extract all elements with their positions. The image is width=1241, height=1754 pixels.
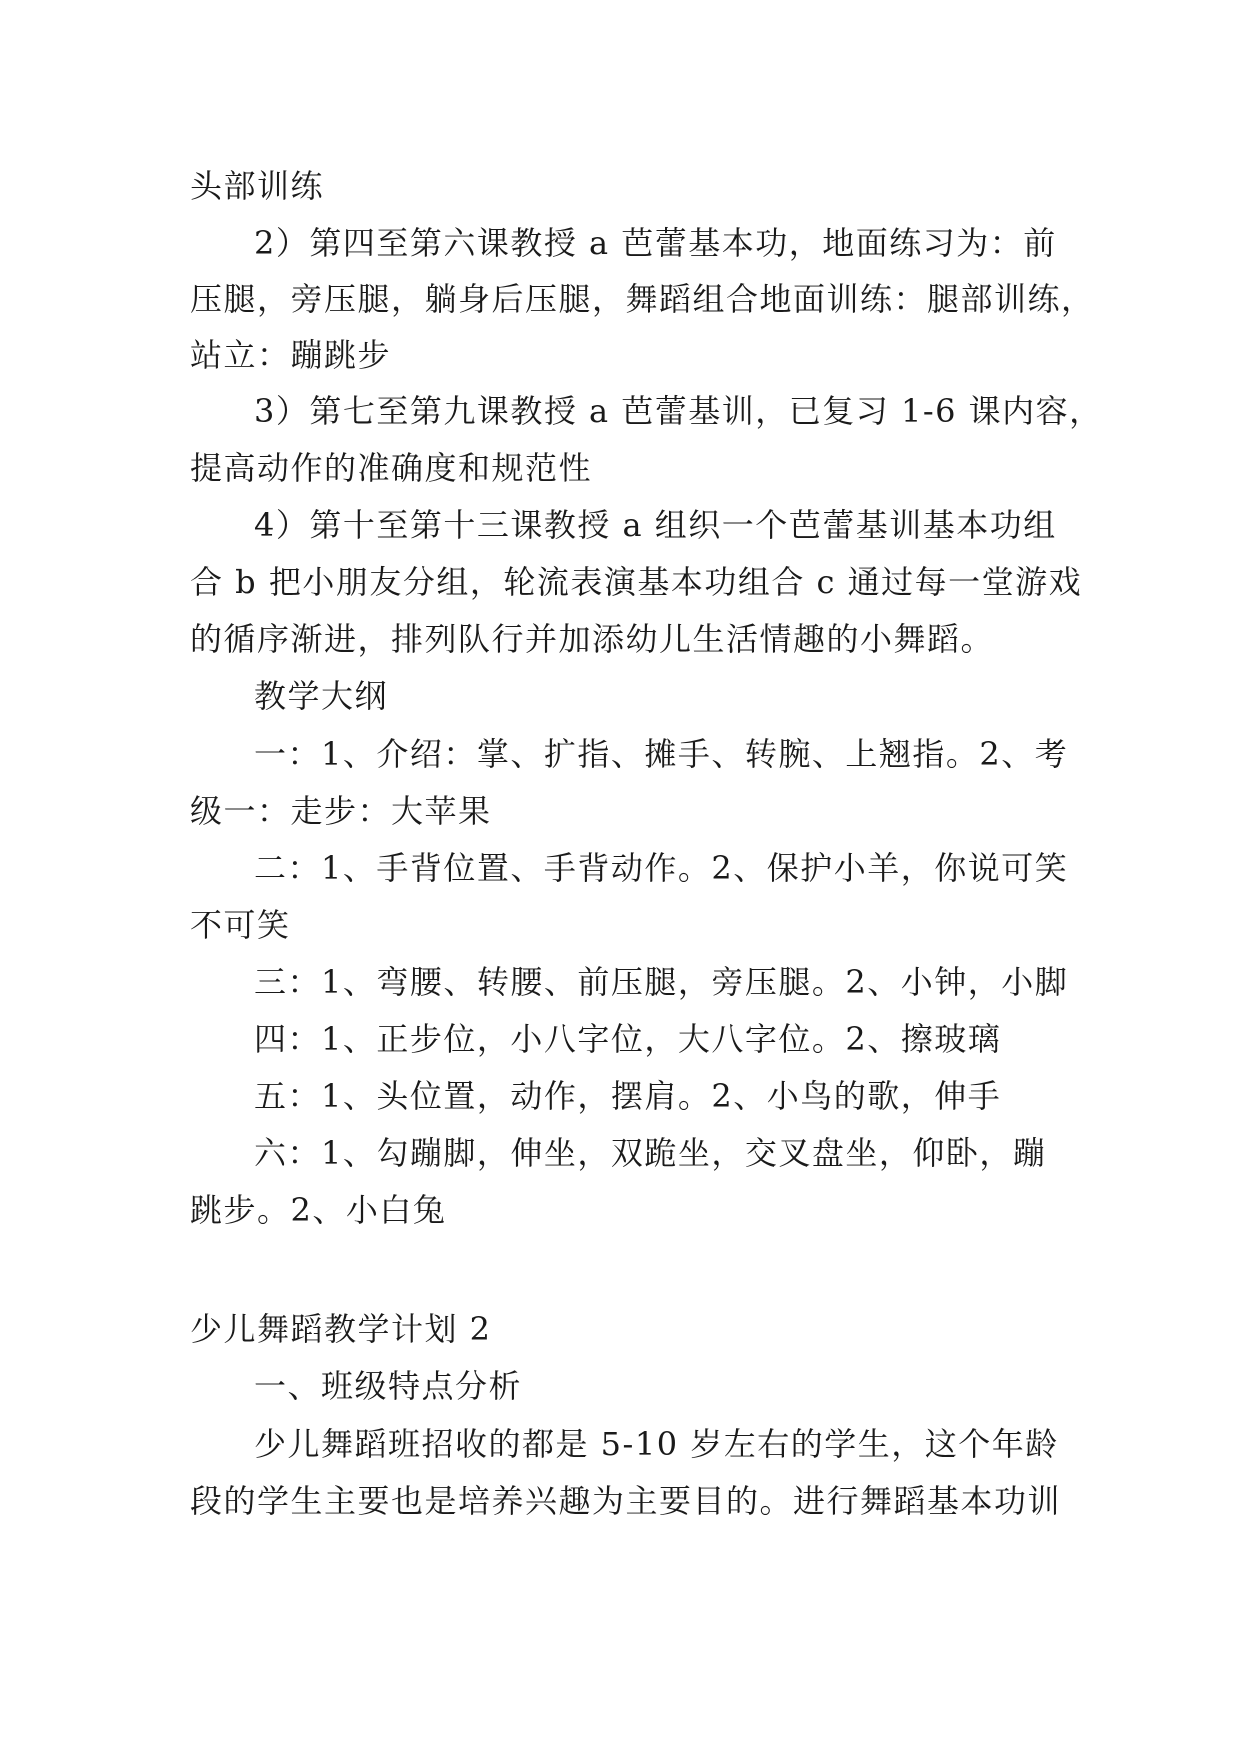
text-line: 三：1、弯腰、转腰、前压腿，旁压腿。2、小钟，小脚: [254, 963, 1069, 1001]
text-line: 少儿舞蹈班招收的都是 5-10 岁左右的学生，这个年龄: [254, 1425, 1059, 1463]
text-line: 不可笑: [190, 906, 291, 944]
text-line: 提高动作的准确度和规范性: [190, 449, 593, 487]
text-line: 一：1、介绍：掌、扩指、摊手、转腕、上翘指。2、考: [254, 735, 1069, 773]
text-line: 合 b 把小朋友分组，轮流表演基本功组合 c 通过每一堂游戏: [190, 563, 1083, 601]
text-line: 六：1、勾蹦脚，伸坐，双跪坐，交叉盘坐，仰卧，蹦: [254, 1134, 1047, 1172]
text-line: 压腿，旁压腿，躺身后压腿，舞蹈组合地面训练：腿部训练，: [190, 280, 1095, 318]
text-line: 四：1、正步位，小八字位，大八字位。2、擦玻璃: [254, 1020, 1002, 1058]
section-heading: 教学大纲: [254, 677, 389, 715]
section-heading: 一、班级特点分析: [254, 1367, 523, 1405]
text-line: 五：1、头位置，动作，摆肩。2、小鸟的歌，伸手: [254, 1077, 1002, 1115]
text-line: 站立：蹦跳步: [190, 336, 392, 374]
text-line: 3）第七至第九课教授 a 芭蕾基训，已复习 1-6 课内容，: [254, 392, 1103, 430]
text-line: 跳步。2、小白兔: [190, 1191, 447, 1229]
text-line: 4）第十至第十三课教授 a 组织一个芭蕾基训基本功组: [254, 506, 1057, 544]
text-line: 级一：走步：大苹果: [190, 792, 492, 830]
document-title: 少儿舞蹈教学计划 2: [190, 1310, 492, 1348]
text-line: 二：1、手背位置、手背动作。2、保护小羊，你说可笑: [254, 849, 1069, 887]
text-line: 2）第四至第六课教授 a 芭蕾基本功，地面练习为：前: [254, 224, 1057, 262]
text-line: 的循序渐进，排列队行并加添幼儿生活情趣的小舞蹈。: [190, 620, 995, 658]
text-line: 段的学生主要也是培养兴趣为主要目的。进行舞蹈基本功训: [190, 1482, 1062, 1520]
text-line: 头部训练: [190, 167, 325, 205]
